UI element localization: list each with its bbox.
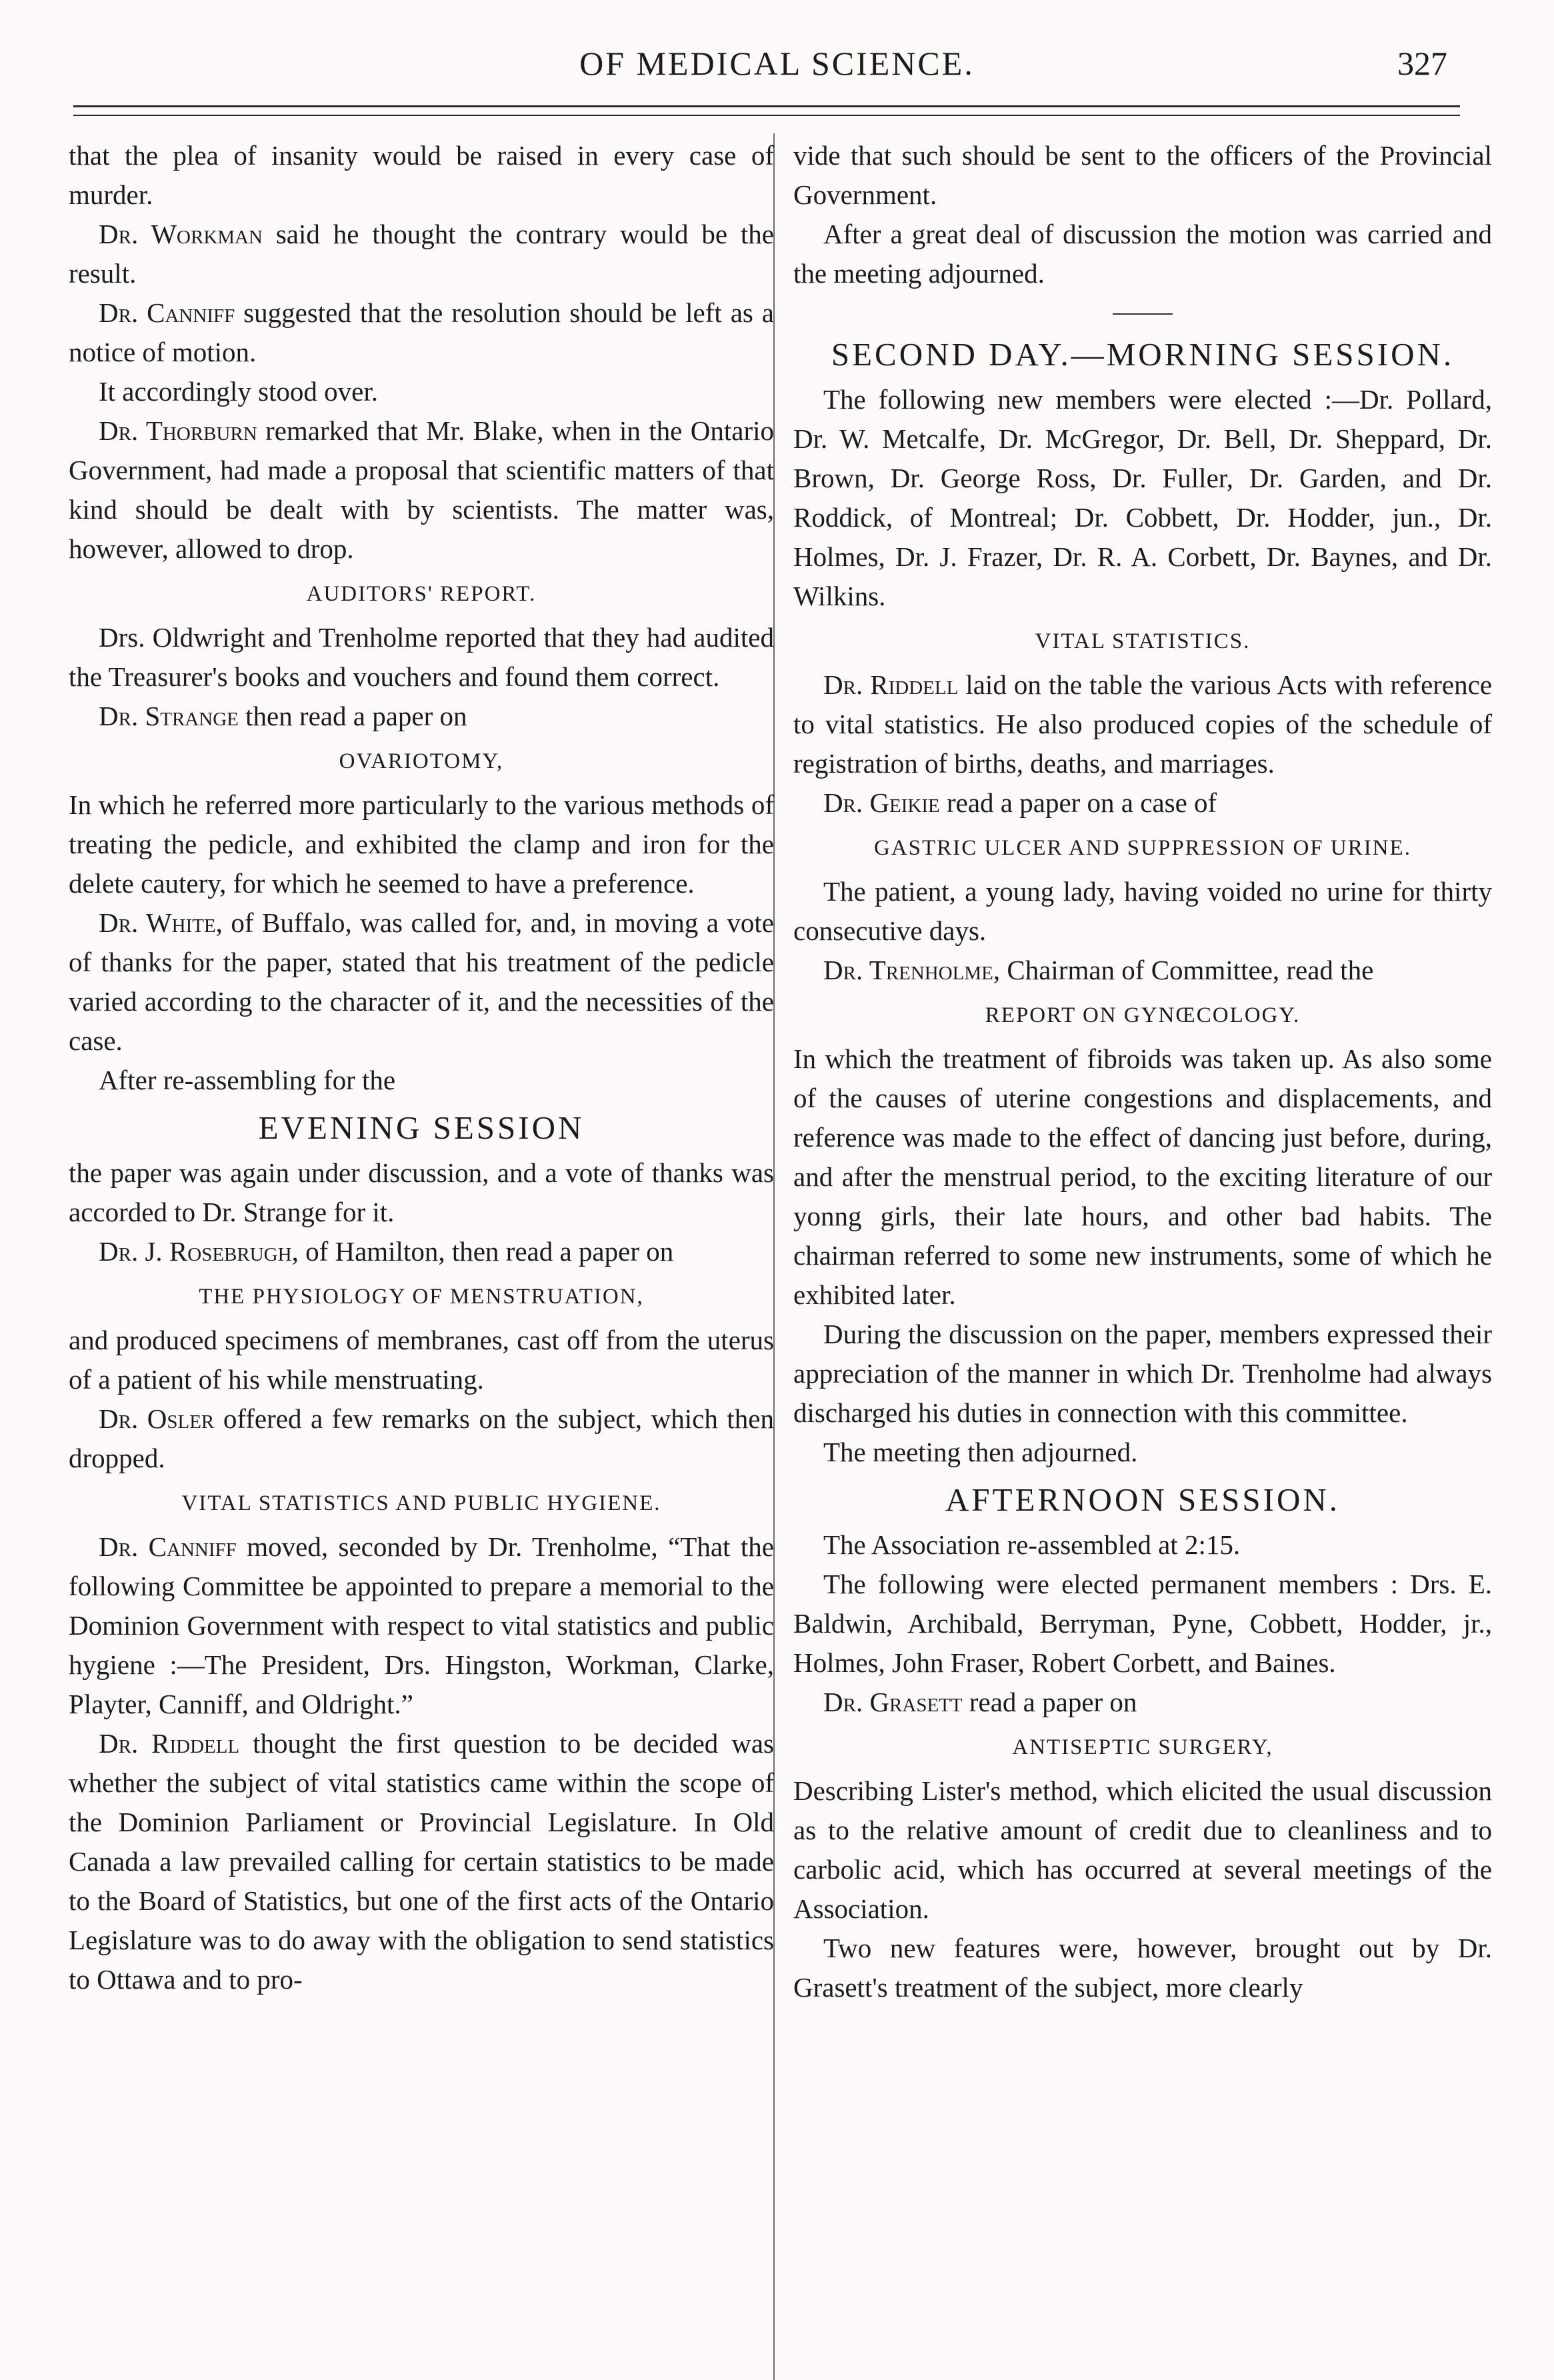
paragraph: Dr. J. Rosebrugh, of Hamilton, then read a paper on bbox=[99, 1236, 674, 1267]
speaker-name: Dr. Grasett bbox=[823, 1687, 963, 1717]
running-title: OF MEDICAL SCIENCE. bbox=[579, 45, 975, 82]
page-number: 327 bbox=[1397, 45, 1447, 82]
speaker-name: Dr. Canniff bbox=[99, 297, 235, 328]
speaker-name: Dr. Strange bbox=[99, 701, 239, 731]
paragraph: The patient, a young lady, having voided no urine for thirty consecutive days. bbox=[793, 876, 1492, 946]
section-heading-ovariotomy: OVARIOTOMY, bbox=[339, 749, 504, 773]
section-heading-physiology: THE PHYSIOLOGY OF MENSTRUATION, bbox=[199, 1285, 644, 1309]
paragraph: Dr. Riddell thought the first question to be decided was whether the subject of vital statistics came within the scope of the Dominion Parliament or Provincial Legislature. In Old Canada a law prevailed calling for certain statistics to be made to the Board of Statistics, but one of the first acts of the Ontario Legislature was to do away with the obligation to send statistics to Ottawa and to pro- bbox=[69, 1728, 774, 1995]
paragraph: Dr. Osler offered a few remarks on the subject, which then dropped. bbox=[69, 1403, 774, 1473]
paragraph: Describing Lister's method, which elicited the usual discussion as to the relative amount of credit due to cleanliness and to carbolic acid, which has occurred at several meetings of the Association. bbox=[793, 1775, 1492, 1924]
section-heading-gastric: GASTRIC ULCER AND SUPPRESSION OF URINE. bbox=[874, 836, 1411, 860]
header-rule-top bbox=[73, 105, 1460, 107]
paragraph: Dr. Geikie read a paper on a case of bbox=[823, 787, 1217, 818]
speaker-name: Dr. Riddell bbox=[99, 1728, 240, 1759]
paragraph: The following new members were elected :—Dr. Pollard, Dr. W. Metcalfe, Dr. McGregor, Dr. Bell, Dr. Sheppard, Dr. Brown, Dr. George Ross, Dr. Fuller, Dr. Garden, and Dr. Roddick, of Montreal; Dr. Cobbett, Dr. Hodder, jun., Dr. Holmes, Dr. J. Frazer, Dr. R. A. Corbett, Dr. Baynes, and Dr. Wilkins. bbox=[793, 384, 1492, 611]
section-heading-vital-hygiene: VITAL STATISTICS AND PUBLIC HYGIENE. bbox=[181, 1491, 661, 1515]
section-heading-second-day: SECOND DAY.—MORNING SESSION. bbox=[831, 336, 1455, 373]
section-heading-evening: EVENING SESSION bbox=[258, 1109, 585, 1146]
paragraph: In which he referred more particularly to the various methods of treating the pedicle, and exhibited the clamp and iron for the delete cautery, for which he seemed to have a preference. bbox=[69, 789, 774, 899]
paragraph: vide that such should be sent to the officers of the Provincial Government. bbox=[793, 140, 1492, 210]
speaker-name: Dr. Riddell bbox=[823, 669, 959, 700]
paragraph: Dr. Canniff moved, seconded by Dr. Trenholme, “That the following Committee be appointed to prepare a memorial to the Dominion Government with respect to vital statistics and public hygiene :—The President, Drs. Hingston, Workman, Clarke, Playter, Canniff, and Oldright.” bbox=[69, 1531, 774, 1719]
paragraph: that the plea of insanity would be raised in every case of murder. bbox=[69, 140, 774, 210]
section-heading-antiseptic: ANTISEPTIC SURGERY, bbox=[1012, 1735, 1273, 1759]
paragraph: The meeting then adjourned. bbox=[823, 1437, 1138, 1467]
paragraph: The Association re-assembled at 2:15. bbox=[823, 1529, 1241, 1560]
speaker-name: Dr. Workman bbox=[99, 219, 263, 249]
paragraph: During the discussion on the paper, members expressed their appreciation of the manner in which Dr. Trenholme had always discharged his duties in connection with this committee. bbox=[793, 1319, 1492, 1428]
paragraph: Dr. Thorburn remarked that Mr. Blake, when in the Ontario Government, had made a proposal that scientific matters of that kind should be dealt with by scientists. The matter was, however, allowed to drop. bbox=[69, 415, 774, 564]
section-heading-gynaecology: REPORT ON GYNŒCOLOGY. bbox=[985, 1003, 1301, 1027]
section-heading-vital: VITAL STATISTICS. bbox=[1035, 629, 1251, 653]
paragraph: In which the treatment of fibroids was taken up. As also some of the causes of uterine congestions and displacements, and reference was made to the effect of dancing just before, during, and after the menstrual period, to the exciting literature of our yonng girls, their late hours, and other bad habits. The chairman referred to some new instruments, some of which he exhibited later. bbox=[793, 1043, 1492, 1310]
speaker-name: Dr. J. Rosebrugh bbox=[99, 1236, 292, 1267]
paragraph: Drs. Oldwright and Trenholme reported that they had audited the Treasurer's books and vouchers and found them correct. bbox=[69, 622, 774, 692]
section-heading-afternoon: AFTERNOON SESSION. bbox=[945, 1481, 1340, 1518]
left-column bbox=[69, 136, 774, 1999]
running-header bbox=[0, 44, 1554, 91]
speaker-name: Dr. Thorburn bbox=[99, 415, 257, 446]
paragraph: The following were elected permanent members : Drs. E. Baldwin, Archibald, Berryman, Pyne, Cobbett, Hodder, jr., Holmes, John Fraser, Robert Corbett, and Baines. bbox=[793, 1569, 1492, 1678]
paragraph: After re-assembling for the bbox=[99, 1065, 396, 1095]
paragraph: Dr. Riddell laid on the table the various Acts with reference to vital statistics. He also produced copies of the schedule of registration of births, deaths, and marriages. bbox=[793, 669, 1493, 779]
paragraph: the paper was again under discussion, and a vote of thanks was accorded to Dr. Strange for it. bbox=[69, 1157, 774, 1227]
paragraph: After a great deal of discussion the motion was carried and the meeting adjourned. bbox=[793, 219, 1492, 289]
paragraph: It accordingly stood over. bbox=[99, 376, 379, 407]
right-column bbox=[793, 136, 1492, 2007]
speaker-name: Dr. Geikie bbox=[823, 787, 940, 818]
paragraph: Dr. Grasett read a paper on bbox=[823, 1687, 1137, 1717]
paragraph: Dr. White, of Buffalo, was called for, and, in moving a vote of thanks for the paper, stated that his treatment of the pedicle varied according to the character of it, and the necessities of the case. bbox=[69, 907, 775, 1056]
speaker-name: Dr. Trenholme bbox=[823, 955, 993, 985]
header-rule-bottom bbox=[73, 115, 1460, 116]
paragraph: Dr. Canniff suggested that the resolution should be left as a notice of motion. bbox=[69, 297, 774, 367]
section-heading-auditors: AUDITORS' REPORT. bbox=[306, 582, 537, 606]
paragraph: Dr. Trenholme, Chairman of Committee, read the bbox=[823, 955, 1374, 985]
paragraph: Dr. Workman said he thought the contrary would be the result. bbox=[69, 219, 775, 289]
paragraph: Two new features were, however, brought out by Dr. Grasett's treatment of the subject, more clearly bbox=[793, 1933, 1492, 2003]
speaker-name: Dr. Canniff bbox=[99, 1531, 237, 1562]
speaker-name: Dr. White bbox=[99, 907, 216, 938]
paragraph: Dr. Strange then read a paper on bbox=[99, 701, 467, 731]
section-divider bbox=[1113, 313, 1173, 315]
speaker-name: Dr. Osler bbox=[99, 1403, 215, 1434]
paragraph: and produced specimens of membranes, cast off from the uterus of a patient of his while menstruating. bbox=[69, 1325, 774, 1395]
